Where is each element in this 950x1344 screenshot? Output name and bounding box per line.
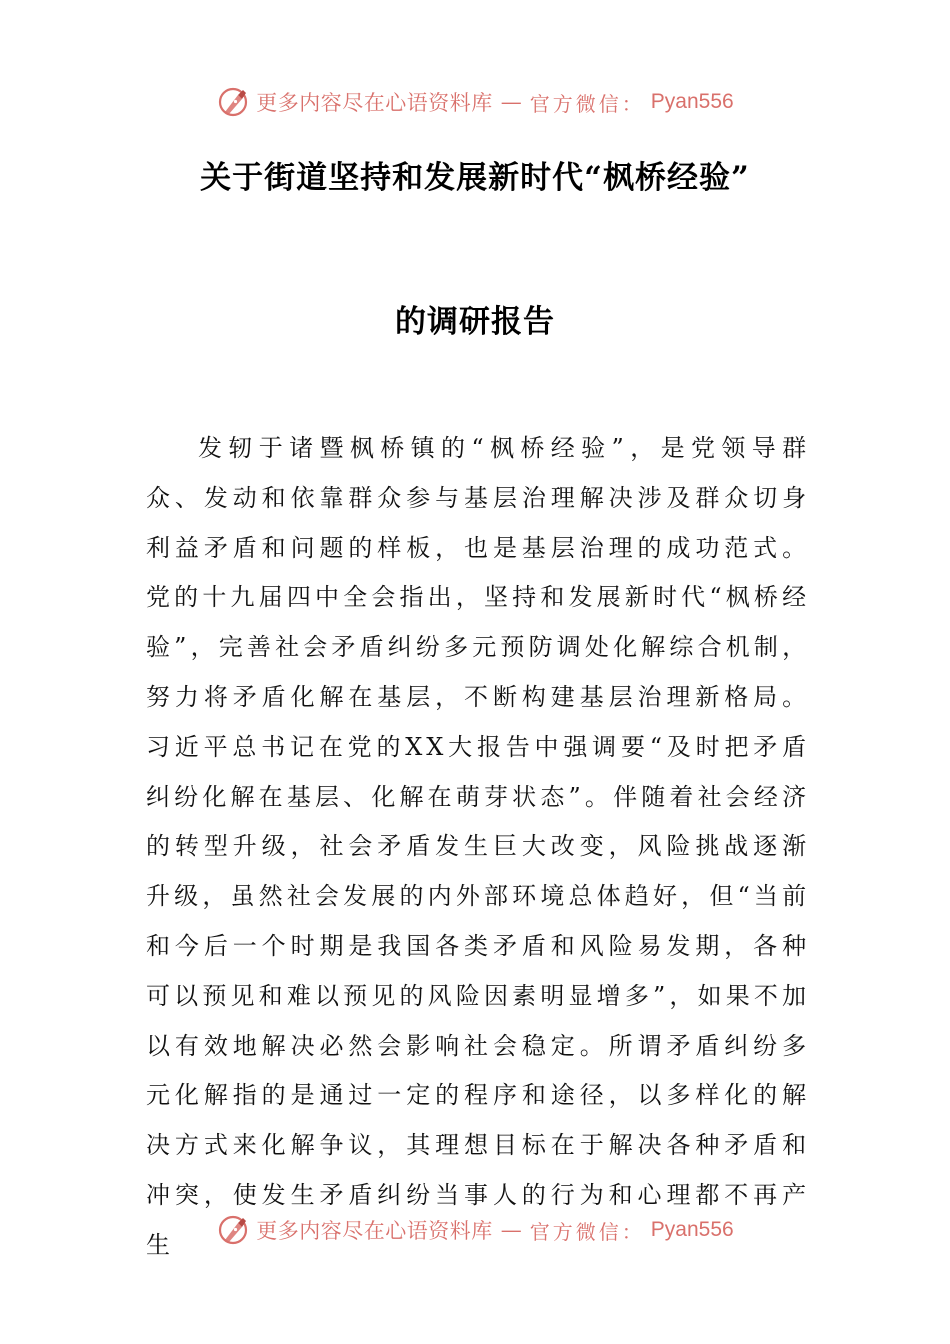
document-title-line-1: 关于街道坚持和发展新时代“枫桥经验” [200, 160, 750, 196]
pen-nib-logo-icon [216, 1213, 250, 1247]
watermark-text: 更多内容尽在心语资料库 [256, 1219, 493, 1243]
document-title-line-2: 的调研报告 [395, 304, 555, 340]
watermark-wechat-label: 官方微信： [529, 1219, 645, 1244]
watermark-wechat-id: Pyan556 [650, 1218, 734, 1241]
pen-nib-logo-icon [216, 85, 250, 119]
watermark-dash: — [500, 1218, 522, 1242]
header-watermark [0, 82, 950, 122]
watermark-wechat-label: 官方微信： [529, 91, 645, 116]
body-paragraph: 发轫于诸暨枫桥镇的“枫桥经验”，是党领导群众、发动和依靠群众参与基层治理解决涉及群众切身利益矛盾和问题的样板，也是基层治理的成功范式。党的十九届四中全会指出，坚持和发展新时代“枫桥经验”，完善社会矛盾纠纷多元预防调处化解综合机制，努力将矛盾化解在基层，不断构建基层治理新格局。习近平总书记在党的XX大报告中强调要“及时把矛盾纠纷化解在基层、化解在萌芽状态”。伴随着社会经济的转型升级，社会矛盾发生巨大改变，风险挑战逐渐升级，虽然社会发展的内外部环境总体趋好，但“当前和今后一个时期是我国各类矛盾和风险易发期，各种可以预见和难以预见的风险因素明显增多”，如果不加以有效地解决必然会影响社会稳定。所谓矛盾纠纷多元化解指的是通过一定的程序和途径，以多样化的解决方式来化解争议，其理想目标在于解决各种矛盾和冲突，使发生矛盾纠纷当事人的行为和心理都不再产生 [146, 434, 810, 1259]
footer-watermark [0, 1210, 950, 1250]
watermark-wechat-id: Pyan556 [650, 90, 734, 113]
watermark-text: 更多内容尽在心语资料库 [256, 91, 493, 115]
watermark-dash: — [500, 90, 522, 114]
